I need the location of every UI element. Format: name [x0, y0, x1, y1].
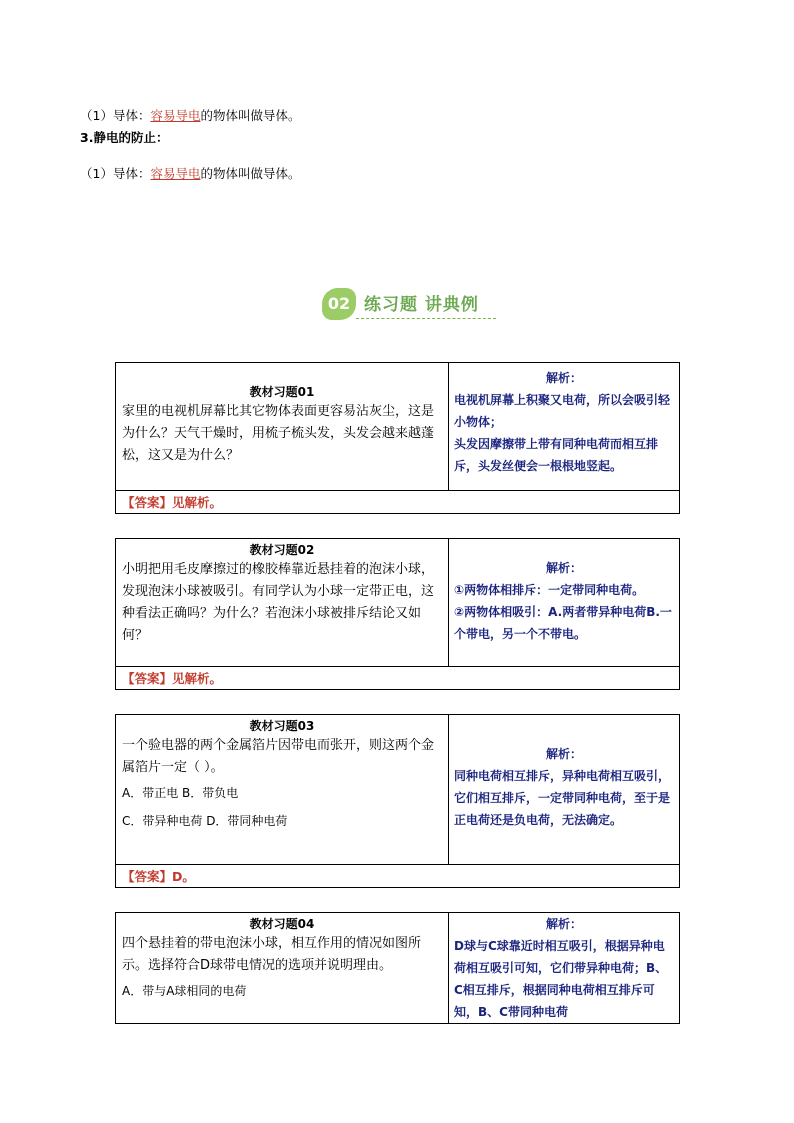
intro-line-1 — [80, 106, 300, 124]
section-number-badge: 02 — [322, 288, 356, 320]
exercise-option: A．带与A球相同的电荷 — [122, 984, 247, 998]
intro-line-2-prefix: （1）导体： — [80, 166, 151, 181]
analysis-text: 同种电荷相互排斥，异种电荷相互吸引，它们相互排斥，一定带同种电荷，至于是正电荷还是负电荷，无法确定。 — [454, 769, 671, 827]
intro-line-2-suffix: 的物体叫做导体。 — [200, 166, 301, 181]
analysis-text: 头发因摩擦带上带有同种电荷而相互排斥，头发丝便会一根根地竖起。 — [454, 437, 659, 473]
exercise-question: 一个验电器的两个金属箔片因带电而张开，则这两个金属箔片一定（ ）。 — [122, 738, 435, 775]
exercise-question-panel — [116, 715, 449, 864]
exercise-card-04 — [115, 912, 680, 1024]
exercise-question: 家里的电视机屏幕比其它物体表面更容易沾灰尘，这是为什么？天气干燥时，用梳子梳头发，头发会越来越蓬松，这又是为什么？ — [122, 404, 435, 463]
analysis-label: 解析： — [545, 917, 582, 931]
exercise-analysis-panel — [449, 913, 679, 1023]
section-underline — [356, 318, 496, 319]
intro-line-2-term: 容易导电 — [150, 166, 201, 181]
exercise-card-02 — [115, 538, 680, 690]
exercise-answer: 【答案】见解析。 — [122, 495, 223, 510]
analysis-label: 解析： — [545, 747, 582, 761]
exercise-card-01 — [115, 362, 680, 514]
section-title: 练习题 讲典例 — [364, 295, 479, 315]
exercise-analysis-panel — [449, 539, 679, 666]
exercise-analysis-panel — [449, 363, 679, 490]
section-header — [322, 286, 496, 322]
exercise-title: 教材习题04 — [249, 917, 315, 931]
exercise-question-panel — [116, 539, 449, 666]
exercise-answer: 【答案】D。 — [122, 869, 195, 884]
intro-heading: 3.静电的防止： — [80, 130, 169, 145]
exercise-question-panel — [116, 363, 449, 490]
analysis-text: 电视机屏幕上积聚又电荷，所以会吸引轻小物体； — [454, 393, 671, 429]
exercise-title: 教材习题01 — [249, 385, 315, 399]
exercise-option: A．带正电 B．带负电 — [122, 786, 239, 800]
exercise-option: C．带异种电荷 D．带同种电荷 — [122, 814, 288, 828]
exercise-question: 四个悬挂着的带电泡沫小球，相互作用的情况如图所示。选择符合D球带电情况的选项并说明理由。 — [122, 936, 422, 973]
exercise-title: 教材习题03 — [249, 719, 315, 733]
exercise-card-03 — [115, 714, 680, 888]
intro-line-2 — [80, 164, 300, 182]
analysis-text: ①两物体相排斥：一定带同种电荷。 — [454, 583, 645, 597]
analysis-text: ②两物体相吸引：A.两者带异种电荷B.一个带电，另一个不带电。 — [454, 605, 672, 641]
intro-line-1-suffix: 的物体叫做导体。 — [200, 108, 301, 123]
exercise-question: 小明把用毛皮摩擦过的橡胶棒靠近悬挂着的泡沫小球，发现泡沫小球被吸引。有同学认为小球一定带正电，这种看法正确吗？为什么？若泡沫小球被排斥结论又如何？ — [122, 562, 435, 643]
analysis-label: 解析： — [545, 371, 582, 385]
analysis-label: 解析： — [545, 561, 582, 575]
exercise-analysis-panel — [449, 715, 679, 864]
exercise-question-panel — [116, 913, 449, 1023]
analysis-text: D球与C球靠近时相互吸引，根据异种电荷相互吸引可知，它们带异种电荷；B、C相互排斥，根据同种电荷相互排斥可知，B、C带同种电荷 — [454, 939, 668, 1019]
intro-line-1-prefix: （1）导体： — [80, 108, 151, 123]
exercise-answer: 【答案】见解析。 — [122, 671, 223, 686]
intro-line-1-term: 容易导电 — [150, 108, 201, 123]
exercise-title: 教材习题02 — [249, 543, 315, 557]
